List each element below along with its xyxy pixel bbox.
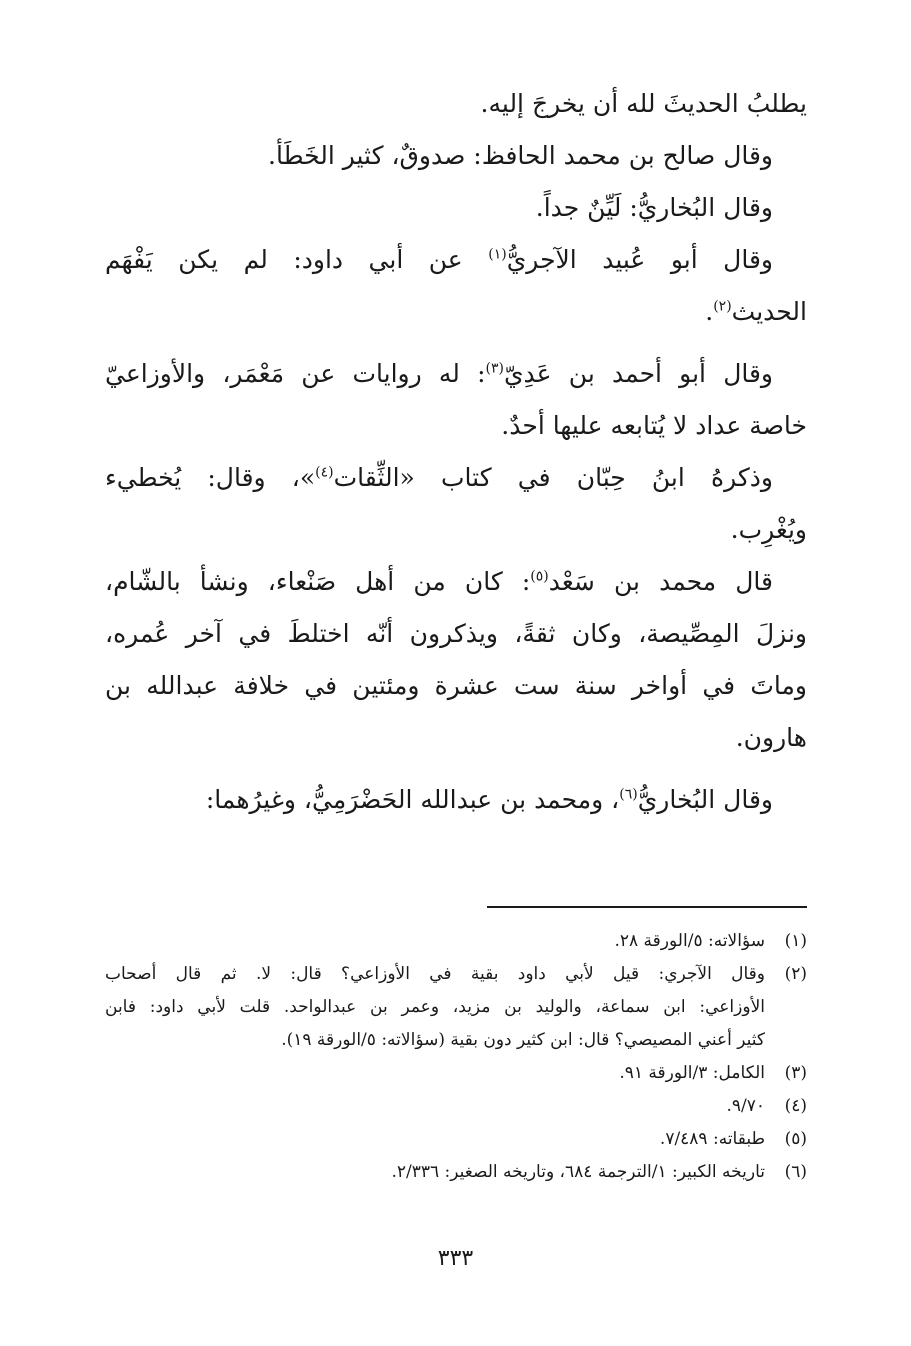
footnote-text: ٩/٧٠.: [726, 1096, 765, 1116]
text-line-3: وقال البُخاريُّ: لَيِّنٌ جداً.: [535, 193, 773, 222]
text-line-10: قال محمد بن سَعْد$^{(٥)}$: كان من أهل صَنْعاء، ونشأ بالشّام،: [105, 567, 774, 596]
footnote-1: [105, 925, 807, 958]
footnote-ref: (٤): [315, 464, 334, 481]
page-number: ٣٣٣: [437, 1246, 474, 1271]
footnote-ref: (١): [488, 246, 507, 263]
footnote-text: وقال الآجري: قيل لأبي داود بقية في الأوزاعي؟ قال: لا. ثم قال أصحاب: [105, 964, 765, 984]
text-line-1: يطلبُ الحديثَ لله أن يخرجَ إليه.: [480, 89, 807, 118]
footnote-separator: [487, 906, 807, 908]
text-line-4: وقال أبو عُبيد الآجريُّ$^{(١)}$ عن أبي داود: لم يكن يَفْهَم: [105, 245, 773, 274]
footnote-text: الكامل: ٣/الورقة ٩١.: [619, 1063, 765, 1083]
footnote-text: كثير أعني المصيصي؟ قال: ابن كثير دون بقية (سؤالاته: ٥/الورقة ١٩).: [281, 1030, 765, 1050]
text-line-6: وقال أبو أحمد بن عَدِيّ$^{(٣)}$: له روايات عن مَعْمَر، والأوزاعيّ: [105, 359, 774, 388]
footnote-number: (٦): [784, 1162, 807, 1182]
footnote-text: سؤالاته: ٥/الورقة ٢٨.: [614, 931, 765, 951]
text-line-9: ويُغْرِب.: [730, 515, 807, 544]
footnote-6: [105, 1156, 807, 1189]
footnote-ref: (٢): [713, 298, 732, 315]
footnote-2: [105, 958, 807, 1057]
text-line-13: هارون.: [735, 723, 807, 752]
text-line-5: الحديث$^{(٢)}$.: [705, 297, 807, 326]
text-line-14: وقال البُخاريُّ$^{(٦)}$، ومحمد بن عبدالله الحَضْرَمِيُّ، وغيرُهما:: [205, 785, 773, 814]
footnote-3: [105, 1057, 807, 1090]
text-line-7: خاصة عداد لا يُتابعه عليها أحدٌ.: [501, 411, 807, 440]
footnote-text: الأوزاعي: ابن سماعة، والوليد بن مزيد، وعمر بن عبدالواحد. قلت لأبي داود: فابن: [105, 997, 765, 1017]
footnote-5: [105, 1123, 807, 1156]
text-line-12: وماتَ في أواخر سنة ست عشرة ومئتين في خلافة عبدالله بن: [105, 671, 807, 700]
footnotes: [105, 925, 807, 1189]
footnote-ref: (٥): [530, 568, 549, 585]
footnote-text: طبقاته: ٧/٤٨٩.: [659, 1129, 765, 1149]
footnote-ref: (٦): [619, 786, 638, 803]
footnote-number: (٥): [784, 1129, 807, 1149]
text-line-11: ونزلَ المِصِّيصة، وكان ثقةً، ويذكرون أنّه اختلطَ في آخر عُمره،: [105, 619, 807, 648]
main-text: [105, 78, 807, 826]
footnote-number: (٢): [784, 964, 807, 984]
footnote-number: (١): [784, 931, 807, 951]
footnote-text: تاريخه الكبير: ١/الترجمة ٦٨٤، وتاريخه الصغير: ٢/٣٣٦.: [391, 1162, 765, 1182]
footnote-number: (٤): [784, 1096, 807, 1116]
footnote-number: (٣): [784, 1063, 807, 1083]
footnote-4: [105, 1090, 807, 1123]
text-line-8: وذكرهُ ابنُ حِبّان في كتاب «الثِّقات$^{(٤)}$»، وقال: يُخطيء: [105, 463, 774, 492]
footnote-ref: (٣): [485, 360, 504, 377]
text-line-2: وقال صالح بن محمد الحافظ: صدوقٌ، كثير الخَطَأ.: [268, 141, 773, 170]
